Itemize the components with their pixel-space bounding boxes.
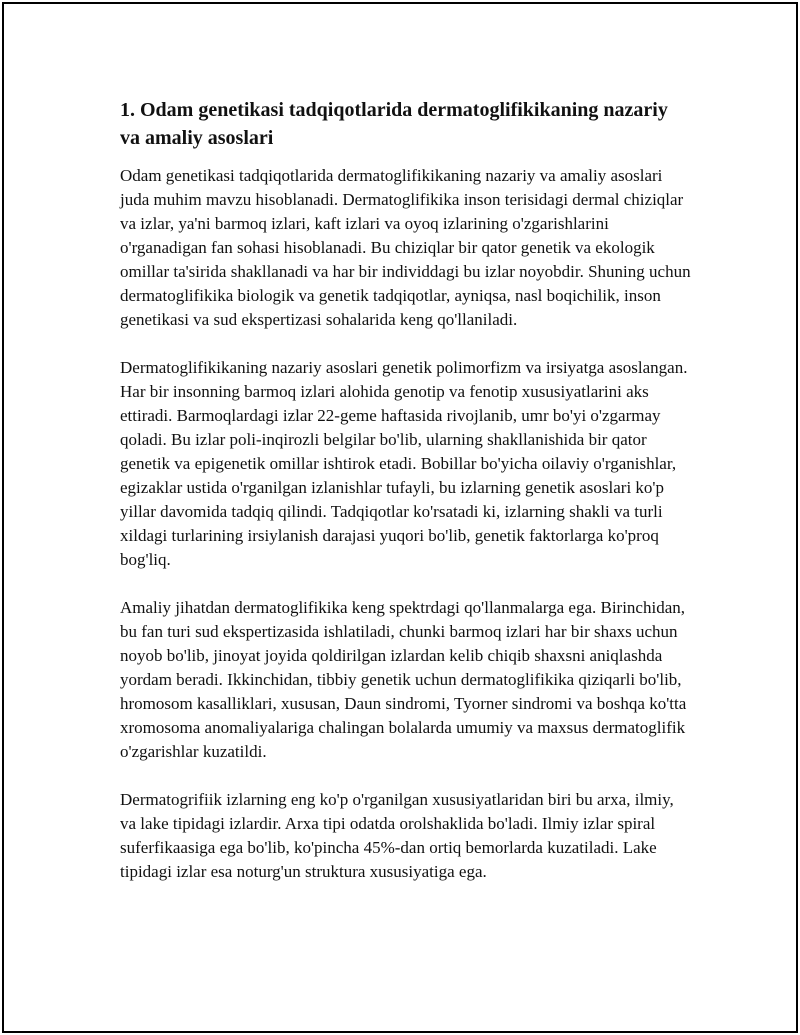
document-page — [2, 2, 798, 1033]
paragraph-4: Dermatogrifiik izlarning eng ko'p o'rganilgan xususiyatlaridan biri bu arxa, ilmiy, va lake tipidagi izlardir. Arxa tipi odatda orolshaklida bo'ladi. Ilmiy izlar spiral suferfikaasiga ega bo'lib, ko'pincha 45%-dan ortiq bemorlarda kuzatiladi. Lake tipidagi izlar esa noturg'un struktura xususiyatiga ega. — [120, 790, 674, 881]
paragraph-1: Odam genetikasi tadqiqotlarida dermatoglifikikaning nazariy va amaliy asoslari juda muhim mavzu hisoblanadi. Dermatoglifikika inson terisidagi dermal chiziqlar va izlar, ya'ni barmoq izlari, kaft izlari va oyoq izlarining o'zgarishlarini o'rganadigan fan sohasi hisoblanadi. Bu chiziqlar bir qator genetik va ekologik omillar ta'sirida shakllanadi va har bir individdagi bu izlar noyobdir. Shuning uchun dermatoglifikika biologik va genetik tadqiqotlar, ayniqsa, nasl boqichilik, inson genetikasi va sud ekspertizasi sohalarida keng qo'llaniladi. — [120, 166, 691, 329]
document-content — [120, 96, 692, 908]
paragraph-3: Amaliy jihatdan dermatoglifikika keng spektrdagi qo'llanmalarga ega. Birinchidan, bu fan turi sud ekspertizasida ishlatiladi, chunki barmoq izlari har bir shaxs uchun noyob bo'lib, jinoyat joyida qoldirilgan izlardan kelib chiqib shaxsni aniqlashda yordam beradi. Ikkinchidan, tibbiy genetik uchun dermatoglifikika qiziqarli bo'lib, hromosom kasalliklari, xususan, Daun sindromi, Tyorner sindromi va boshqa ko'tta xromosoma anomaliyalariga chalingan bolalarda umumiy va maxsus dermatoglifik o'zgarishlar kuzatildi. — [120, 598, 687, 761]
document-title: 1. Odam genetikasi tadqiqotlarida dermatoglifikikaning nazariy va amaliy asoslari — [120, 99, 668, 149]
paragraph-2: Dermatoglifikikaning nazariy asoslari genetik polimorfizm va irsiyatga asoslangan. Har bir insonning barmoq izlari alohida genotip va fenotip xususiyatlarini aks ettiradi. Barmoqlardagi izlar 22-geme haftasida rivojlanib, umr bo'yi o'zgarmay qoladi. Bu izlar poli-inqirozli belgilar bo'lib, ularning shakllanishida bir qator genetik va epigenetik omillar ishtirok etadi. Bobillar bo'yicha oilaviy o'rganishlar, egizaklar ustida o'rganilgan izlanishlar tufayli, bu izlarning genetik asoslari ko'p yillar davomida tadqiq qilindi. Tadqiqotlar ko'rsatadi ki, izlarning shakli va turli xildagi turlarining irsiylanish darajasi yuqori bo'lib, genetik faktorlarga ko'proq bog'liq. — [120, 358, 688, 569]
